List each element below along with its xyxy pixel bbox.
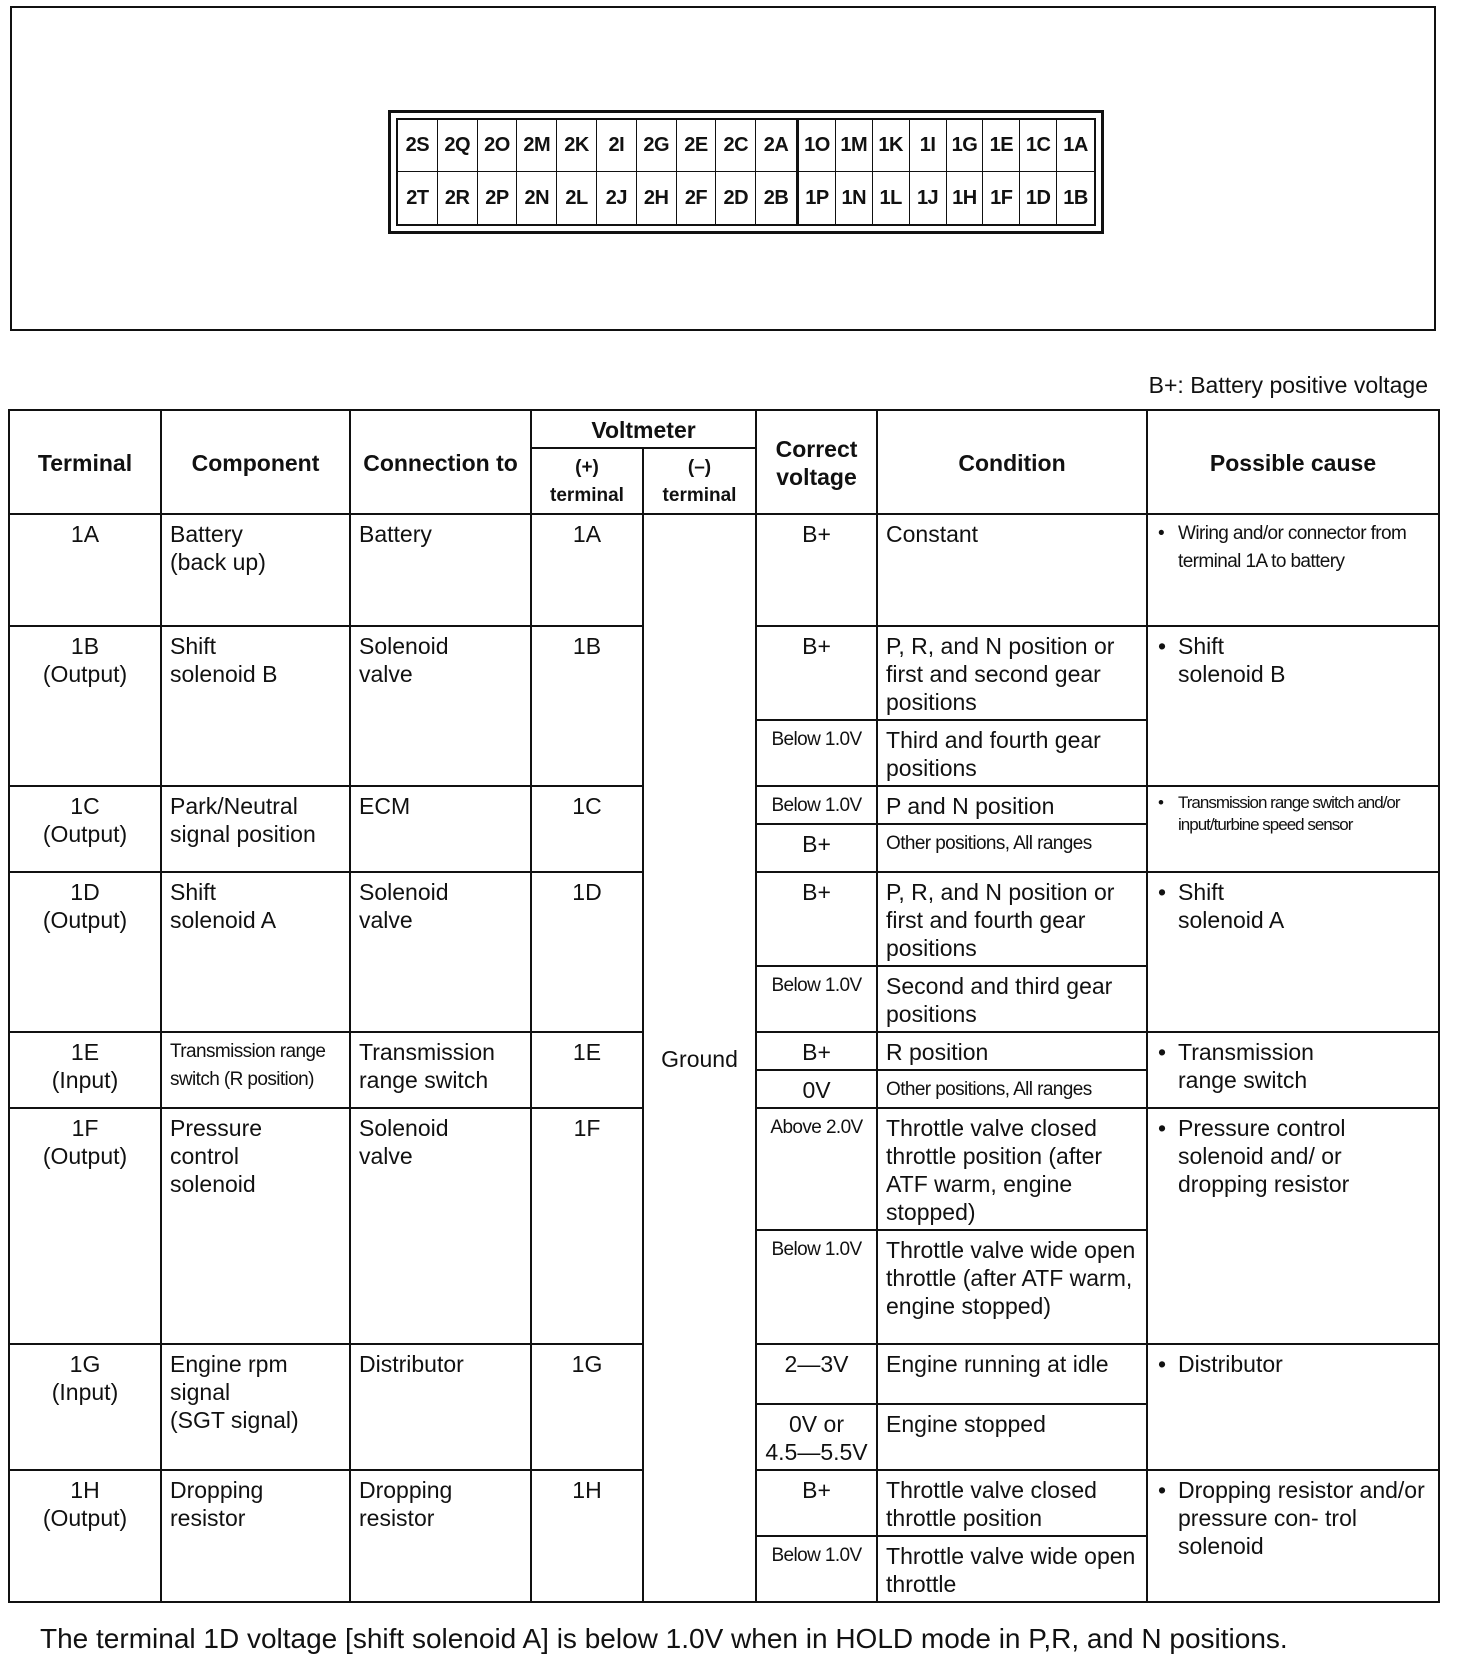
connector-pin: 2Q <box>438 120 478 172</box>
connector-pin: 1P <box>799 172 836 224</box>
cause-cell <box>1147 1032 1439 1108</box>
terminal-id: 1C <box>70 793 100 819</box>
connector-pin: 2R <box>438 172 478 224</box>
connector-pin: 1J <box>910 172 947 224</box>
header-voltmeter: Voltmeter <box>531 410 756 448</box>
component-cell: Battery (back up) <box>161 514 350 626</box>
terminal-type: (Output) <box>42 821 128 847</box>
connector-pin: 1A <box>1057 120 1094 172</box>
header-connection: Connection to <box>350 410 531 514</box>
terminal-cell <box>9 1108 161 1344</box>
connector-pin: 2O <box>478 120 518 172</box>
condition-cell: Constant <box>877 514 1147 626</box>
component-cell: Park/Neutral signal position <box>161 786 350 872</box>
voltage-cell: Above 2.0V <box>756 1108 877 1230</box>
voltage-cell: Below 1.0V <box>756 1230 877 1344</box>
cause-item: • Shift solenoid B <box>1178 632 1430 688</box>
terminal-id: 1D <box>70 879 100 905</box>
connector-pin: 1E <box>983 120 1020 172</box>
condition-cell: Throttle valve wide open throttle (after ATF warm, engine stopped) <box>877 1230 1147 1344</box>
connector-pin: 2L <box>557 172 597 224</box>
component-cell: Pressure control solenoid <box>161 1108 350 1344</box>
connector-pin: 1H <box>947 172 984 224</box>
cause-cell <box>1147 1108 1439 1344</box>
cause-cell <box>1147 1470 1439 1602</box>
connector-pin: 2C <box>716 120 756 172</box>
connector-pin: 2P <box>478 172 518 224</box>
condition-cell: Throttle valve closed throttle position (after ATF warm, engine stopped) <box>877 1108 1147 1230</box>
cause-item: • Pressure control solenoid and/ or dropping resistor <box>1178 1114 1430 1198</box>
header-correct-voltage-line1: Correct <box>775 436 858 462</box>
component-cell: Dropping resistor <box>161 1470 350 1602</box>
cause-cell <box>1147 786 1439 872</box>
header-correct-voltage <box>756 410 877 514</box>
connector-pin: 2I <box>597 120 637 172</box>
condition-cell: Third and fourth gear positions <box>877 720 1147 786</box>
connector-pin: 2A <box>756 120 796 172</box>
connector-pin: 2N <box>517 172 557 224</box>
terminal-id: 1A <box>70 521 100 547</box>
voltage-cell: 0V <box>756 1070 877 1108</box>
connector-body <box>396 118 1096 226</box>
plus-terminal-cell: 1A <box>531 514 643 626</box>
cause-item: • Shift solenoid A <box>1178 878 1430 934</box>
connection-cell: Solenoid valve <box>350 1108 531 1344</box>
connector-pin: 2M <box>517 120 557 172</box>
voltage-cell: B+ <box>756 872 877 966</box>
connector-pin: 2S <box>398 120 438 172</box>
cause-cell <box>1147 514 1439 626</box>
condition-cell: Other positions, All ranges <box>877 824 1147 872</box>
condition-cell: Engine running at idle <box>877 1344 1147 1404</box>
terminal-type: (Output) <box>42 1505 128 1531</box>
connector-pin: 1D <box>1020 172 1057 224</box>
terminal-cell <box>9 514 161 626</box>
terminal-cell <box>9 1344 161 1470</box>
condition-cell: R position <box>877 1032 1147 1070</box>
header-minus-terminal: (–) terminal <box>643 448 756 514</box>
terminal-type: (Input) <box>51 1379 119 1405</box>
voltage-cell: 2—3V <box>756 1344 877 1404</box>
terminal-id: 1H <box>70 1477 100 1503</box>
condition-cell: Second and third gear positions <box>877 966 1147 1032</box>
connector-pin: 2H <box>637 172 677 224</box>
connector-diagram <box>388 110 1104 234</box>
condition-cell: Other positions, All ranges <box>877 1070 1147 1108</box>
connection-cell: ECM <box>350 786 531 872</box>
connection-cell: Distributor <box>350 1344 531 1470</box>
voltage-cell: B+ <box>756 1032 877 1070</box>
connector-pin: 2T <box>398 172 438 224</box>
condition-cell: P and N position <box>877 786 1147 824</box>
terminal-id: 1G <box>69 1351 101 1377</box>
cause-item: • Transmission range switch and/or input/turbine speed sensor <box>1178 792 1430 836</box>
connector-pin: 2D <box>716 172 756 224</box>
cause-cell <box>1147 872 1439 1032</box>
voltage-cell: B+ <box>756 1470 877 1536</box>
plus-terminal-cell: 1B <box>531 626 643 786</box>
terminal-type: (Output) <box>42 1143 128 1169</box>
connector-pin: 2G <box>637 120 677 172</box>
terminal-type: (Input) <box>51 1067 119 1093</box>
terminal-cell <box>9 1470 161 1602</box>
connector-pin: 1I <box>910 120 947 172</box>
connector-pin: 1C <box>1020 120 1057 172</box>
connector-pin: 2F <box>677 172 717 224</box>
connector-group-1 <box>799 120 1094 224</box>
connector-pin: 1B <box>1063 186 1088 209</box>
terminal-cell <box>9 786 161 872</box>
plus-terminal-cell: 1H <box>531 1470 643 1602</box>
cause-item: • Transmission range switch <box>1178 1038 1430 1094</box>
header-plus-terminal: (+) terminal <box>531 448 643 514</box>
connector-pin: 2J <box>597 172 637 224</box>
connector-group-2 <box>398 120 799 224</box>
connector-pin: 1G <box>947 120 984 172</box>
component-cell: Shift solenoid B <box>161 626 350 786</box>
header-condition: Condition <box>877 410 1147 514</box>
table-row <box>9 514 1439 626</box>
terminal-type: (Output) <box>42 907 128 933</box>
connection-cell: Transmission range switch <box>350 1032 531 1108</box>
voltage-cell: Below 1.0V <box>756 786 877 824</box>
footnote: The terminal 1D voltage [shift solenoid A] is below 1.0V when in HOLD mode in P,R, and N positions. <box>40 1623 1288 1654</box>
header-possible-cause: Possible cause <box>1147 410 1439 514</box>
connection-cell: Solenoid valve <box>350 626 531 786</box>
terminal-voltage-table <box>8 409 1440 1603</box>
header-terminal: Terminal <box>9 410 161 514</box>
condition-cell: P, R, and N position or first and second gear positions <box>877 626 1147 720</box>
cause-cell <box>1147 1344 1439 1470</box>
connector-pin: 1F <box>983 172 1020 224</box>
connection-cell: Battery <box>350 514 531 626</box>
terminal-id: 1F <box>71 1115 99 1141</box>
plus-terminal-cell: 1F <box>531 1108 643 1344</box>
connector-pin: 1K <box>873 120 910 172</box>
condition-cell: P, R, and N position or first and fourth gear positions <box>877 872 1147 966</box>
connector-pin: 1N <box>836 172 873 224</box>
header-component: Component <box>161 410 350 514</box>
terminal-id: 1E <box>70 1039 100 1065</box>
voltage-cell: Below 1.0V <box>756 1536 877 1602</box>
connector-pin: 2E <box>677 120 717 172</box>
condition-cell: Throttle valve closed throttle position <box>877 1470 1147 1536</box>
plus-terminal-cell: 1D <box>531 872 643 1032</box>
voltage-cell: Below 1.0V <box>756 966 877 1032</box>
battery-voltage-note: B+: Battery positive voltage <box>1148 372 1428 398</box>
voltage-cell: Below 1.0V <box>756 720 877 786</box>
connector-pin: 1L <box>873 172 910 224</box>
cause-item: • Wiring and/or connector from terminal 1A to battery <box>1178 520 1430 576</box>
condition-cell: Engine stopped <box>877 1404 1147 1470</box>
component-cell: Engine rpm signal (SGT signal) <box>161 1344 350 1470</box>
plus-terminal-cell: 1E <box>531 1032 643 1108</box>
connector-pin: 2K <box>557 120 597 172</box>
component-cell: Transmission range switch (R position) <box>161 1032 350 1108</box>
connector-pin: 2B <box>763 186 789 209</box>
condition-cell: Throttle valve wide open throttle <box>877 1536 1147 1602</box>
component-cell: Shift solenoid A <box>161 872 350 1032</box>
plus-terminal-cell: 1G <box>531 1344 643 1470</box>
ground-cell: Ground <box>643 514 756 1602</box>
connection-cell: Dropping resistor <box>350 1470 531 1602</box>
header-correct-voltage-line2: voltage <box>776 464 857 490</box>
cause-item: • Distributor <box>1178 1350 1430 1378</box>
plus-terminal-cell: 1C <box>531 786 643 872</box>
connector-pin: 1M <box>836 120 873 172</box>
voltage-cell: B+ <box>756 626 877 720</box>
connection-cell: Solenoid valve <box>350 872 531 1032</box>
terminal-cell <box>9 872 161 1032</box>
connector-pin: 1O <box>799 120 836 172</box>
cause-cell <box>1147 626 1439 786</box>
voltage-cell: B+ <box>756 824 877 872</box>
cause-item: • Dropping resistor and/or pressure con- trol solenoid <box>1178 1476 1430 1560</box>
voltage-cell: B+ <box>756 514 877 626</box>
terminal-cell <box>9 1032 161 1108</box>
terminal-id: 1B <box>70 633 100 659</box>
terminal-type: (Output) <box>42 661 128 687</box>
connector-diagram-frame <box>10 6 1436 331</box>
voltage-cell: 0V or 4.5—5.5V <box>756 1404 877 1470</box>
terminal-cell <box>9 626 161 786</box>
